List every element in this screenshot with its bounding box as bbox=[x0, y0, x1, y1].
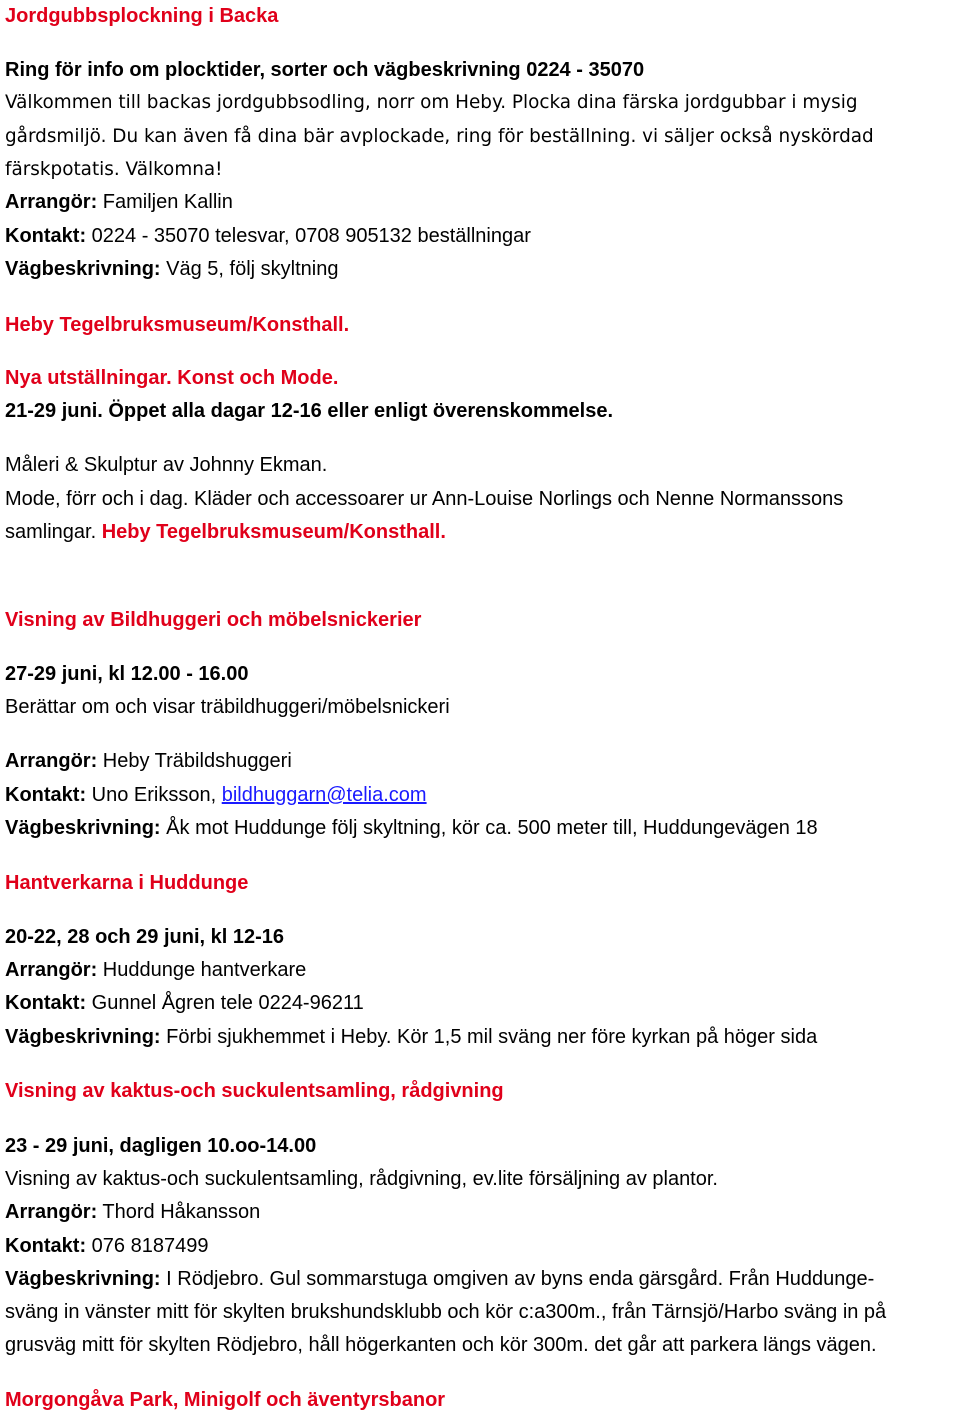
directions-label: Vägbeskrivning: bbox=[5, 1268, 161, 1290]
paragraph-line: färskpotatis. Välkomna! bbox=[5, 159, 223, 180]
organizer-line bbox=[5, 1199, 960, 1225]
paragraph-line bbox=[5, 486, 960, 512]
organizer-value: Thord Håkansson bbox=[97, 1201, 261, 1223]
directions-label: Vägbeskrivning: bbox=[5, 1026, 161, 1048]
organizer-label: Arrangör: bbox=[5, 191, 98, 213]
section-title-bildhuggeri: Visning av Bildhuggeri och möbelsnickerier bbox=[5, 609, 422, 631]
venue-name: Heby Tegelbruksmuseum/Konsthall. bbox=[101, 521, 446, 543]
paragraph-line: Välkommen till backas jordgubbsodling, norr om Heby. Plocka dina färska jordgubbar i mysig bbox=[5, 92, 858, 113]
text-fragment: Mode, förr och i dag. bbox=[5, 488, 189, 510]
section-subtitle: Nya utställningar. Konst och Mode. bbox=[5, 367, 339, 389]
directions-label: Vägbeskrivning: bbox=[5, 258, 161, 280]
organizer-line bbox=[5, 957, 960, 983]
dates-line: 27-29 juni, kl 12.00 - 16.00 bbox=[5, 663, 249, 685]
dates-line: 21-29 juni. Öppet alla dagar 12-16 eller enligt överenskommelse. bbox=[5, 400, 614, 422]
contact-label: Kontakt: bbox=[5, 784, 87, 806]
directions-value: I Rödjebro. Gul sommarstuga omgiven av byns enda gärsgård. Från Huddunge- bbox=[160, 1268, 875, 1290]
contact-value: 0224 - 35070 telesvar, 0708 905132 beställningar bbox=[86, 225, 531, 247]
section-title-tegelbruk: Heby Tegelbruksmuseum/Konsthall. bbox=[5, 314, 350, 336]
organizer-line bbox=[5, 748, 960, 774]
text-fragment: Kläder och accessoarer ur Ann-Louise Norlings och Nenne Normanssons bbox=[188, 488, 844, 510]
contact-value: 076 8187499 bbox=[86, 1235, 209, 1257]
directions-value: Väg 5, följ skyltning bbox=[160, 258, 339, 280]
contact-value: Gunnel Ågren tele 0224-96211 bbox=[86, 992, 364, 1014]
directions-line bbox=[5, 256, 960, 282]
section-title-hantverkarna: Hantverkarna i Huddunge bbox=[5, 872, 249, 894]
organizer-label: Arrangör: bbox=[5, 750, 98, 772]
text-fragment: samlingar. bbox=[5, 521, 102, 543]
section-title-kaktus: Visning av kaktus-och suckulentsamling, rådgivning bbox=[5, 1080, 504, 1102]
directions-continued: grusväg mitt för skylten Rödjebro, håll högerkanten och kör 300m. det går att parkera längs vägen. bbox=[5, 1334, 877, 1356]
paragraph-line: Måleri & Skulptur av Johnny Ekman. bbox=[5, 454, 328, 476]
directions-value: Förbi sjukhemmet i Heby. Kör 1,5 mil sväng ner före kyrkan på höger sida bbox=[160, 1026, 818, 1048]
paragraph-line bbox=[5, 519, 960, 545]
directions-label: Vägbeskrivning: bbox=[5, 817, 161, 839]
contact-label: Kontakt: bbox=[5, 992, 87, 1014]
contact-label: Kontakt: bbox=[5, 225, 87, 247]
paragraph-line: Berättar om och visar träbildhuggeri/möbelsnickeri bbox=[5, 696, 450, 718]
dates-line: 23 - 29 juni, dagligen 10.oo-14.00 bbox=[5, 1135, 317, 1157]
contact-line bbox=[5, 782, 960, 808]
organizer-label: Arrangör: bbox=[5, 959, 98, 981]
directions-continued: sväng in vänster mitt för skylten brukshundsklubb och kör c:a300m., från Tärnsjö/Harbo sväng in på bbox=[5, 1301, 887, 1323]
info-line: Ring för info om plocktider, sorter och vägbeskrivning 0224 - 35070 bbox=[5, 59, 645, 81]
section-title-morgongava: Morgongåva Park, Minigolf och äventyrsbanor bbox=[5, 1389, 446, 1411]
organizer-value: Huddunge hantverkare bbox=[97, 959, 307, 981]
organizer-line bbox=[5, 189, 960, 215]
email-link[interactable]: bildhuggarn@telia.com bbox=[221, 784, 427, 806]
contact-line bbox=[5, 223, 960, 249]
dates-line: 20-22, 28 och 29 juni, kl 12-16 bbox=[5, 926, 285, 948]
contact-line bbox=[5, 990, 960, 1016]
section-title-jordgubb: Jordgubbsplockning i Backa bbox=[5, 5, 279, 27]
organizer-value: Heby Träbildshuggeri bbox=[97, 750, 292, 772]
contact-value: Uno Eriksson, bbox=[86, 784, 222, 806]
contact-line bbox=[5, 1233, 960, 1259]
directions-line bbox=[5, 1024, 960, 1050]
organizer-label: Arrangör: bbox=[5, 1201, 98, 1223]
paragraph-line: Visning av kaktus-och suckulentsamling, rådgivning, ev.lite försäljning av plantor. bbox=[5, 1168, 718, 1190]
organizer-value: Familjen Kallin bbox=[97, 191, 233, 213]
directions-line bbox=[5, 815, 960, 841]
directions-value: Åk mot Huddunge följ skyltning, kör ca. 500 meter till, Huddungevägen 18 bbox=[160, 817, 818, 839]
directions-line bbox=[5, 1266, 960, 1292]
contact-label: Kontakt: bbox=[5, 1235, 87, 1257]
paragraph-line: gårdsmiljö. Du kan även få dina bär avplockade, ring för beställning. vi säljer också nyskördad bbox=[5, 126, 874, 147]
